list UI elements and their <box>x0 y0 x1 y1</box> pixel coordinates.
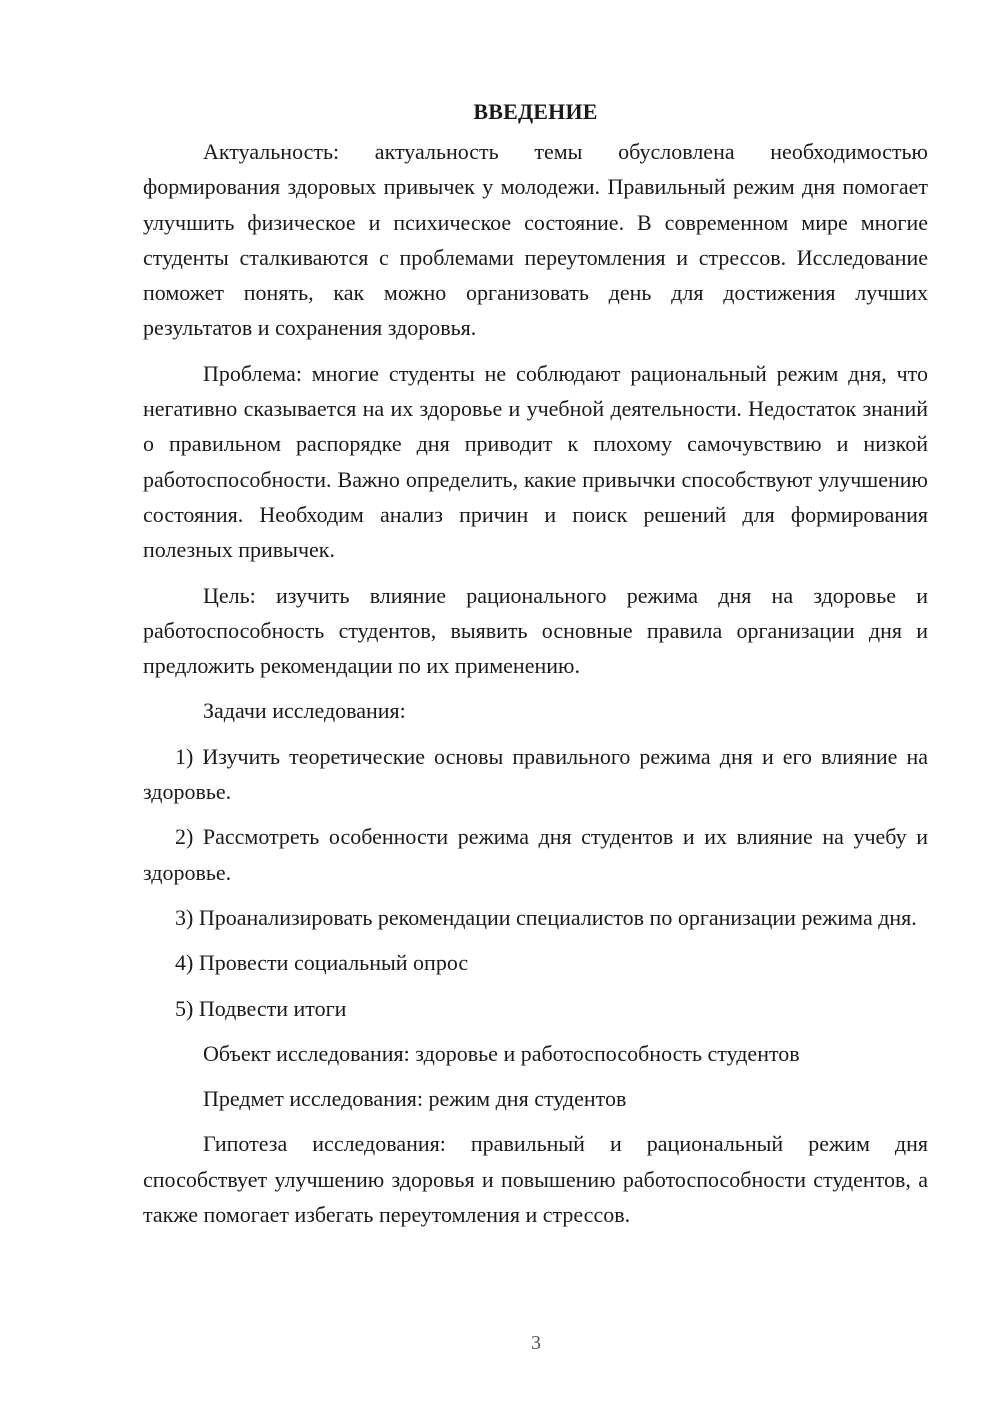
document-page <box>143 96 928 1242</box>
research-subject: Предмет исследования: режим дня студентов <box>203 1086 627 1112</box>
section-title: ВВЕДЕНИЕ <box>473 99 598 124</box>
problem-paragraph: Проблема: многие студенты не соблюдают рациональный режим дня, что негативно сказывается на их здоровье и учебной деятельности. Недостаток знаний о правильном распорядке дня приводит к плохому самочувствию и низкой работоспособности. Важно определить, какие привычки способствуют улучшению состояния. Необходим анализ причин и поиск решений для формирования полезных привычек. <box>143 360 928 563</box>
hypothesis-paragraph: Гипотеза исследования: правильный и рациональный режим дня способствует улучшению здоровья и повышению работоспособности студентов, а также помогает избегать переутомления и стрессов. <box>143 1131 928 1228</box>
relevance-paragraph: Актуальность: актуальность темы обусловлена необходимостью формирования здоровых привычек у молодежи. Правильный режим дня помогает улучшить физическое и психическое состояние. В современном мире многие студенты сталкиваются с проблемами переутомления и стрессов. Исследование поможет понять, как можно организовать день для достижения лучших результатов и сохранения здоровья. <box>143 139 928 341</box>
tasks-heading: Задачи исследования: <box>203 698 406 724</box>
task-item-3: 3) Проанализировать рекомендации специалистов по организации режима дня. <box>175 904 917 930</box>
task-item-4: 4) Провести социальный опрос <box>175 950 469 976</box>
research-object: Объект исследования: здоровье и работоспособность студентов <box>203 1040 800 1066</box>
task-item-2: 2) Рассмотреть особенности режима дня студентов и их влияние на учебу и здоровье. <box>143 824 928 885</box>
task-item-1: 1) Изучить теоретические основы правильного режима дня и его влияние на здоровье. <box>143 743 928 805</box>
page-number: 3 <box>531 1332 541 1354</box>
task-item-5: 5) Подвести итоги <box>175 995 347 1021</box>
goal-paragraph: Цель: изучить влияние рационального режима дня на здоровье и работоспособность студентов, выявить основные правила организации дня и предложить рекомендации по их применению. <box>143 582 928 679</box>
